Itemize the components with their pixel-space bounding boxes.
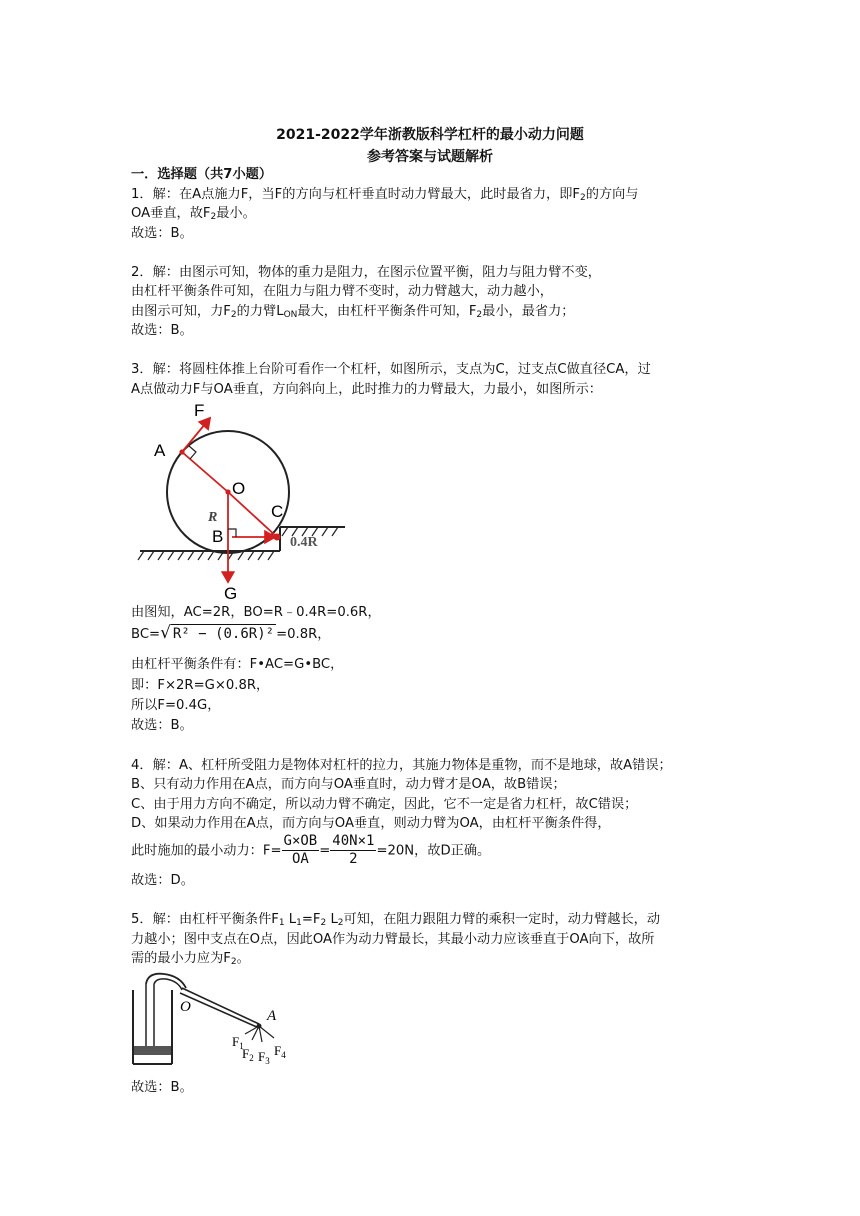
piston [134,1046,171,1055]
q1-answer: 故选：B。 [131,226,193,241]
force-lines [245,1026,274,1042]
q5-answer: 故选：B。 [131,1080,193,1095]
lever-upper [182,988,259,1024]
label-F4: $F_4$ [274,1043,286,1060]
right-angle-B [228,529,236,537]
fraction-2: $\frac{40N\times 1}{2}$ [332,833,375,867]
point-C [274,534,281,541]
ground-hatching [138,551,274,560]
q2-line-2: 由杠杆平衡条件可知，在阻力与阻力臂不变时，动力臂越大，动力越小， [131,284,553,299]
fraction-1: $\frac{G\times OB}{OA}$ [283,833,318,867]
sqrt-expression: R² − (0.6R)² [172,626,275,642]
q3-step-1: 由图知，AC=2R，BO=R﹣0.4R=0.6R， [131,605,381,620]
q2-line-1: 2．解：由图示可知，物体的重力是阻力，在图示位置平衡，阻力与阻力臂不变， [131,265,601,280]
pump-lever-diagram [128,968,328,1072]
radius-OC [228,492,277,537]
q3-step-5: 所以F=0.4G， [131,698,221,713]
q4-line-5: 此时施加的最小动力：F= $\frac{G\times OB}{OA}$ = $\frac{40N\times 1}{2}$ =20N，故D正确。 [131,833,491,867]
q4-answer: 故选：D。 [131,873,194,888]
label-C: C [271,502,284,521]
q2-line-3: 由图示可知，力$F_2$的力臂$L_{ON}$最大，由杠杆平衡条件可知，$F_2$最小，最省力； [131,304,575,320]
document-subtitle: 参考答案与试题解析 [367,149,493,165]
q5-line-1: 5．解：由杠杆平衡条件$F_1$ $L_1=F_2$ $L_2$可知，在阻力跟阻力臂的乘积一定时，动力臂越长，动 [131,912,661,928]
q3-step-4: 即：F×2R=G×0.8R， [131,678,270,693]
q3-line-2: A点做动力F与OA垂直，方向斜向上，此时推力的力臂最大，力最小，如图所示： [131,382,602,397]
label-F3: $F_3$ [258,1049,270,1066]
q3-answer: 故选：B。 [131,718,193,733]
q3-step-3: 由杠杆平衡条件有：F•AC=G•BC， [131,657,344,672]
q4-line-3: C、由于用力方向不确定，所以动力臂不确定，因此，它不一定是省力杠杆，故C错误； [131,797,638,812]
radius-OA [182,452,228,492]
cylinder-step-diagram [130,400,350,600]
handle-curve-inner [154,979,182,990]
point-O [225,489,230,494]
label-B: B [212,527,224,546]
q1-line-2: OA垂直，故$F_2$最小。 [131,206,256,222]
label-F1: $F_1$ [232,1034,244,1051]
label-O: O [232,479,246,498]
lever-lower [180,993,259,1028]
document-title: 2021-2022学年浙教版科学杠杆的最小动力问题 [276,127,584,143]
label-G: G [224,584,238,600]
label-F: F [194,401,205,420]
q3-step-2: BC=√ R² − (0.6R)² =0.8R， [131,623,331,643]
label-O: O [180,999,191,1015]
right-angle-A [189,446,196,459]
label-F2: $F_2$ [242,1046,254,1063]
label-R: R [208,510,218,525]
label-step-height: 0.4R [290,535,318,550]
q4-line-1: 4．解：A、杠杆所受阻力是物体对杠杆的拉力，其施力物体是重物，而不是地球，故A错误； [131,758,672,773]
label-A: A [267,1008,277,1024]
q4-line-4: D、如果动力作用在A点，而方向与OA垂直，则动力臂为OA，由杠杆平衡条件得， [131,816,611,831]
label-A: A [154,441,166,460]
point-A [179,449,184,454]
q2-answer: 故选：B。 [131,323,193,338]
q4-line-2: B、只有动力作用在A点，而方向与OA垂直时，动力臂才是OA，故B错误； [131,777,566,792]
q1-line-1: 1．解：在A点施力F，当F的方向与杠杆垂直时动力臂最大，此时最省力，即$F_2$的方向与 [131,187,639,203]
q5-line-2: 力越小；图中支点在O点，因此OA作为动力臂最长，其最小动力应该垂直于OA向下，故所 [131,932,655,947]
q3-line-1: 3．解：将圆柱体推上台阶可看作一个杠杆，如图所示，支点为C，过支点C做直径CA，过 [131,362,651,377]
section-heading: 一．选择题（共7小题） [131,167,273,182]
q5-line-3: 需的最小力应为$F_2$。 [131,951,250,967]
